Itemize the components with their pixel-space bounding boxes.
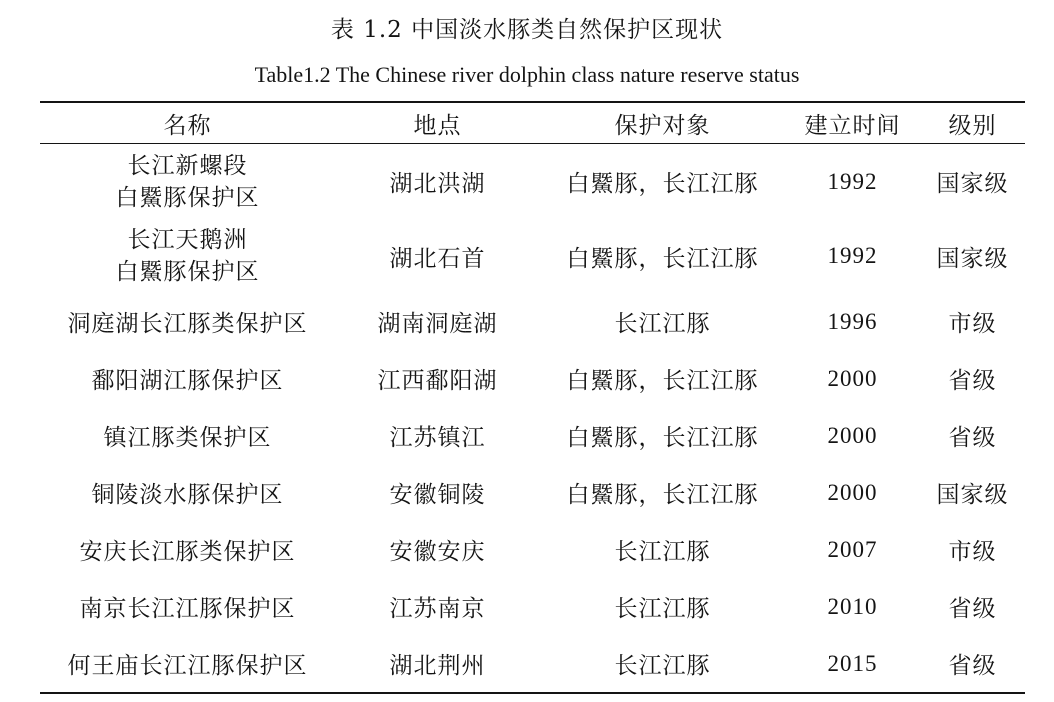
location-cell: 湖南洞庭湖 [377, 311, 498, 337]
established-year-cell: 2000 [827, 479, 878, 505]
table-row [40, 635, 1025, 693]
reserve-name-line: 白鱀豚保护区 [115, 184, 260, 211]
header-level: 级别 [920, 102, 1025, 144]
table-caption-chinese: 表 1.2 中国淡水豚类自然保护区现状 [330, 17, 724, 43]
header-row [40, 102, 1025, 144]
reserve-name-cell [40, 219, 335, 293]
established-year-cell: 2000 [827, 422, 878, 448]
nature-reserve-table [40, 101, 1025, 694]
location-cell: 安徽安庆 [389, 539, 486, 565]
reserve-level-cell: 国家级 [936, 482, 1009, 508]
protected-species-cell: 白鱀豚，长江江豚 [566, 482, 759, 508]
reserve-level-cell: 国家级 [936, 171, 1009, 197]
table-row [40, 144, 1025, 220]
reserve-level-cell: 省级 [948, 368, 997, 394]
protected-species-cell: 白鱀豚，长江江豚 [566, 245, 759, 272]
header-name: 名称 [40, 102, 335, 144]
table-row [40, 521, 1025, 578]
reserve-name-cell: 何王庙长江江豚保护区 [67, 653, 308, 679]
reserve-level-cell: 市级 [948, 311, 997, 337]
table-body [40, 144, 1025, 694]
table-header [40, 102, 1025, 144]
table-row [40, 350, 1025, 407]
table-row [40, 407, 1025, 464]
reserve-name-cell: 鄱阳湖江豚保护区 [91, 368, 284, 394]
reserve-name-cell: 镇江豚类保护区 [103, 425, 272, 451]
protected-species-cell: 长江江豚 [614, 653, 711, 679]
reserve-name-cell: 南京长江江豚保护区 [79, 596, 296, 622]
protected-species-cell: 长江江豚 [614, 596, 711, 622]
location-cell: 湖北石首 [389, 245, 486, 272]
table-row [40, 464, 1025, 521]
reserve-level-cell: 省级 [948, 425, 997, 451]
established-year-cell: 1996 [827, 308, 878, 334]
established-year-cell: 2007 [827, 536, 878, 562]
location-cell: 安徽铜陵 [389, 482, 486, 508]
reserve-name-cell: 安庆长江豚类保护区 [79, 539, 296, 565]
table-row [40, 578, 1025, 635]
protected-species-cell: 长江江豚 [614, 311, 711, 337]
established-year-cell: 1992 [827, 168, 878, 194]
location-cell: 江苏南京 [389, 596, 486, 622]
protected-species-cell: 白鱀豚，长江江豚 [566, 425, 759, 451]
reserve-level-cell: 国家级 [936, 245, 1009, 272]
reserve-name-cell: 洞庭湖长江豚类保护区 [67, 311, 308, 337]
established-year-cell: 1992 [827, 243, 878, 268]
protected-species-cell: 长江江豚 [614, 539, 711, 565]
location-cell: 江苏镇江 [389, 425, 486, 451]
reserve-name-line: 白鱀豚保护区 [115, 259, 260, 285]
established-year-cell: 2010 [827, 593, 878, 619]
protected-species-cell: 白鱀豚，长江江豚 [566, 171, 759, 197]
established-year-cell: 2015 [827, 650, 878, 676]
header-location: 地点 [335, 102, 540, 144]
established-year-cell: 2000 [827, 365, 878, 391]
reserve-level-cell: 市级 [948, 539, 997, 565]
location-cell: 湖北荆州 [389, 653, 486, 679]
location-cell: 江西鄱阳湖 [377, 368, 498, 394]
reserve-name-line: 长江新螺段 [127, 152, 248, 179]
table-caption-english: Table1.2 The Chinese river dolphin class nature reserve status [254, 62, 800, 87]
reserve-level-cell: 省级 [948, 653, 997, 679]
reserve-name-line: 长江天鹅洲 [127, 227, 248, 253]
reserve-name-cell: 铜陵淡水豚保护区 [91, 482, 284, 508]
table-row [40, 293, 1025, 350]
table-row [40, 219, 1025, 293]
location-cell: 湖北洪湖 [389, 171, 486, 197]
reserve-name-cell [40, 144, 335, 220]
protected-species-cell: 白鱀豚，长江江豚 [566, 368, 759, 394]
header-protected-species: 保护对象 [540, 102, 785, 144]
reserve-level-cell: 省级 [948, 596, 997, 622]
header-established-year: 建立时间 [785, 102, 920, 144]
